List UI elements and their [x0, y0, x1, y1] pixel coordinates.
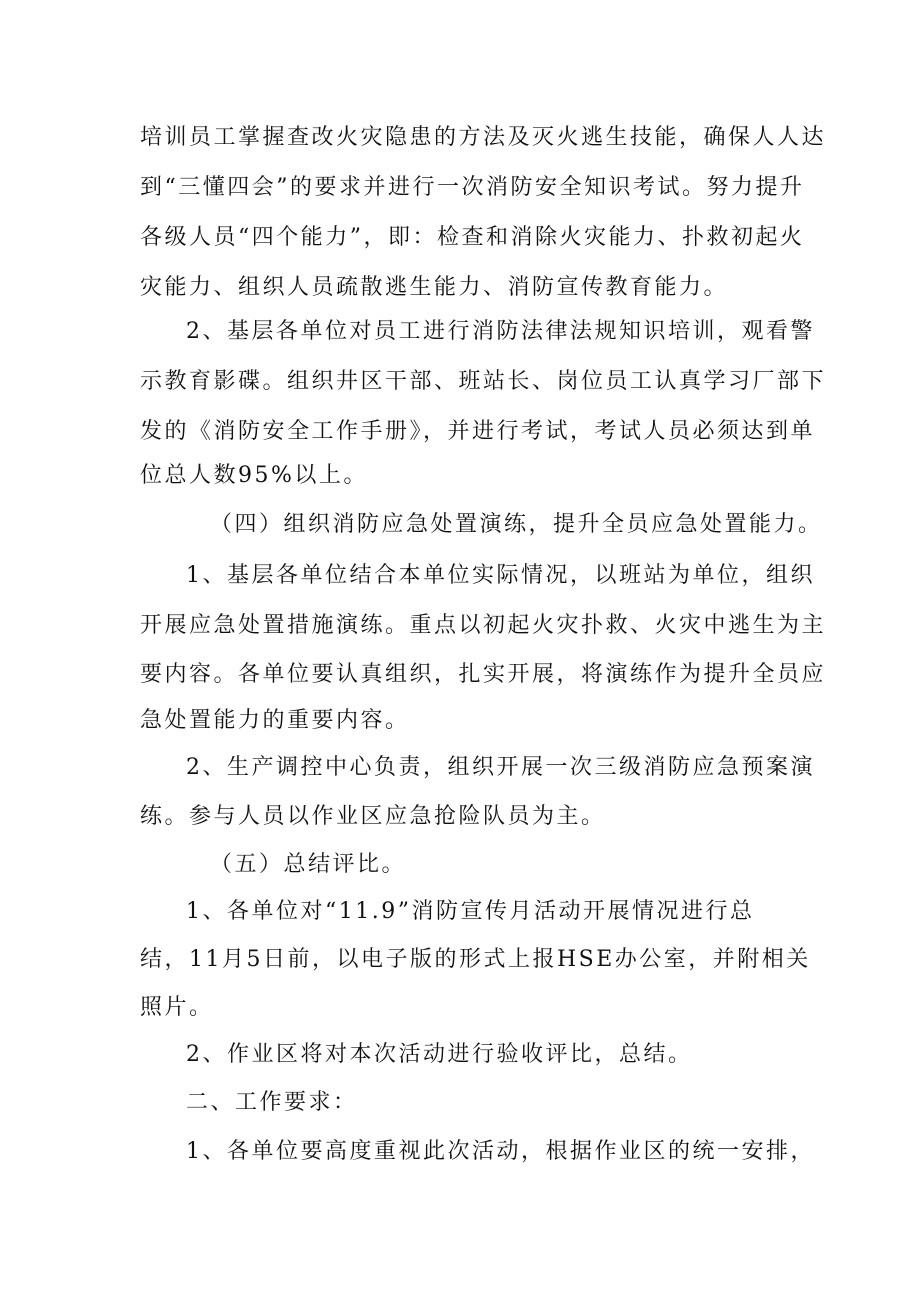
paragraph-line: 灾能力、组织人员疏散逃生能力、消防宣传教育能力。 [140, 275, 729, 300]
section-heading: （四）组织消防应急处置演练，提升全员应急处置能力。 [210, 512, 823, 537]
section-heading: 二、工作要求： [186, 1090, 358, 1115]
paragraph-line: 1、各单位对“11.9”消防宣传月活动开展情况进行总 [186, 899, 755, 924]
paragraph-line: 2、作业区将对本次活动进行验收评比，总结。 [186, 1042, 693, 1067]
paragraph-line: 到“三懂四会”的要求并进行一次消防安全知识考试。努力提升 [140, 175, 805, 200]
paragraph-line: 练。参与人员以作业区应急抢险队员为主。 [140, 804, 606, 829]
paragraph-line: 发的《消防安全工作手册》，并进行考试，考试人员必须达到单 [140, 419, 816, 444]
paragraph-line: 位总人数95%以上。 [140, 463, 368, 488]
section-heading: （五）总结评比。 [210, 852, 407, 877]
paragraph-line: 示教育影碟。组织井区干部、班站长、岗位员工认真学习厂部下 [140, 369, 827, 394]
paragraph-line: 开展应急处置措施演练。重点以初起火灾扑救、火灾中逃生为主 [140, 613, 827, 638]
paragraph-line: 要内容。各单位要认真组织，扎实开展，将演练作为提升全员应 [140, 662, 827, 687]
paragraph-line: 结，11月5日前，以电子版的形式上报HSE办公室，并附相关 [140, 947, 811, 972]
paragraph-line: 2、基层各单位对员工进行消防法律法规知识培训，观看警 [186, 319, 815, 344]
paragraph-line: 2、生产调控中心负责，组织开展一次三级消防应急预案演 [186, 755, 815, 780]
paragraph-line: 培训员工掌握查改火灾隐患的方法及灭火逃生技能，确保人人达 [140, 125, 827, 150]
paragraph-line: 1、基层各单位结合本单位实际情况，以班站为单位，组织 [186, 563, 815, 588]
paragraph-line: 1、各单位要高度重视此次活动，根据作业区的统一安排， [186, 1139, 815, 1164]
paragraph-line: 急处置能力的重要内容。 [140, 708, 410, 733]
paragraph-line: 照片。 [140, 995, 214, 1020]
paragraph-line: 各级人员“四个能力”，即：检查和消除火灾能力、扑救初起火 [140, 225, 805, 250]
